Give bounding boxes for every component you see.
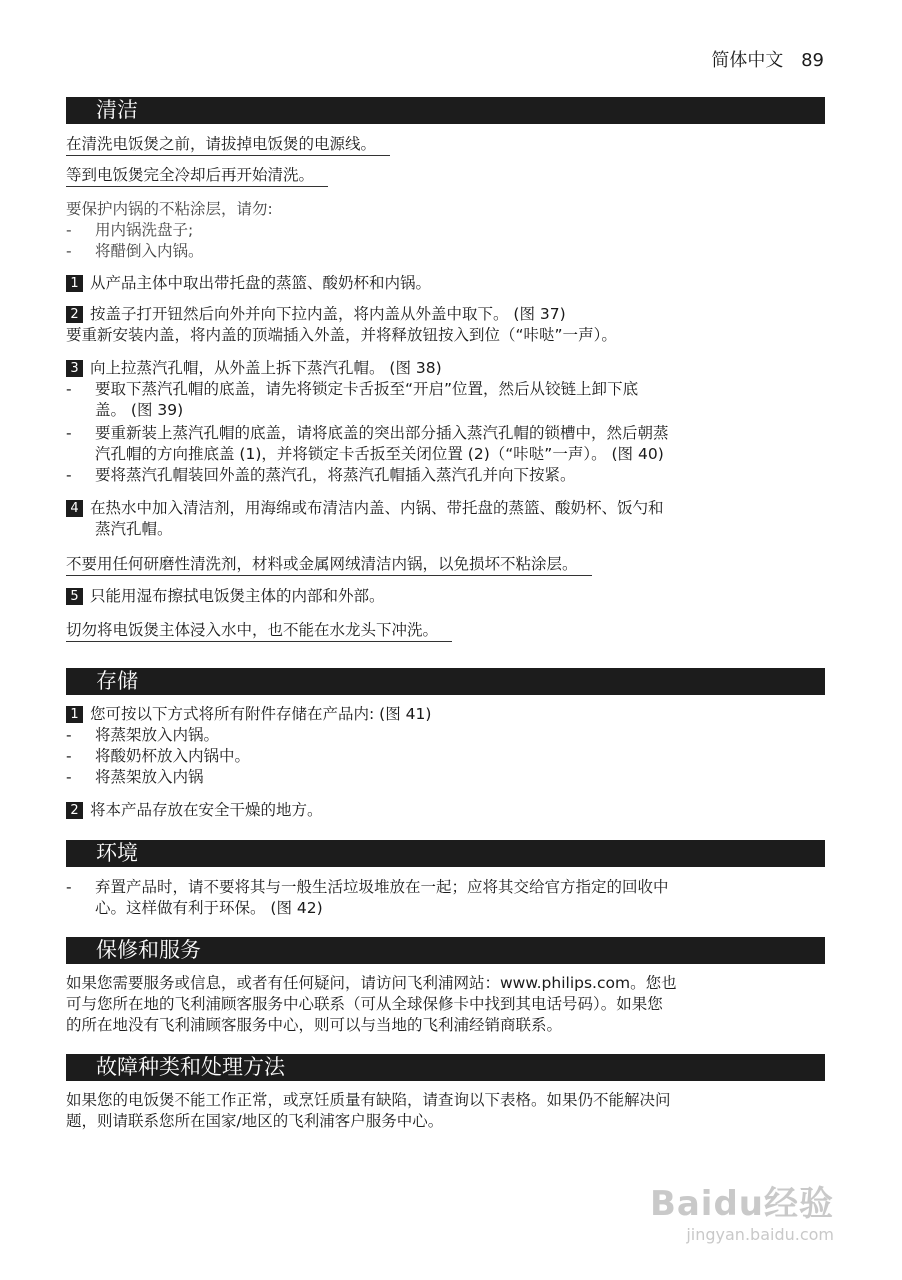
service-line: 可与您所在地的飞利浦顾客服务中心联系（可从全球保修卡中找到其电话号码）。如果您 — [66, 995, 663, 1013]
step-number: 1 — [66, 706, 83, 723]
step-text: 从产品主体中取出带托盘的蒸篮、酸奶杯和内锅。 — [90, 274, 432, 292]
step-number: 3 — [66, 360, 83, 377]
bullet-dash: - — [66, 466, 72, 484]
baidu-watermark — [650, 1176, 834, 1244]
section-title-clean: 清洁 — [66, 97, 825, 124]
watermark-logo: Baidu经验 — [649, 1184, 834, 1224]
clean-step-1 — [66, 273, 431, 294]
bullet-dash: - — [66, 726, 72, 744]
storage-item: 将蒸架放入内锅 — [95, 768, 204, 786]
warning-unplug: 在清洗电饭煲之前，请拔掉电饭煲的电源线。 — [66, 133, 390, 156]
note-item: 将醋倒入内锅。 — [95, 242, 204, 260]
sub-bullet-line: 要将蒸汽孔帽装回外盖的蒸汽孔，将蒸汽孔帽插入蒸汽孔并向下按紧。 — [95, 466, 576, 484]
troubleshooting-line: 如果您的电饭煲不能工作正常，或烹饪质量有缺陷，请查询以下表格。如果仍不能解决问 — [66, 1091, 671, 1109]
bullet-dash: - — [66, 878, 72, 896]
note-intro: 要保护内锅的不粘涂层，请勿: — [66, 200, 273, 218]
step-text: 只能用湿布擦拭电饭煲主体的内部和外部。 — [90, 587, 385, 605]
warning-abrasive: 不要用任何研磨性清洗剂，材料或金属网绒清洁内锅，以免损坏不粘涂层。 — [66, 553, 592, 576]
storage-step-2 — [66, 800, 323, 821]
page-number: 89 — [801, 50, 824, 71]
step-number: 5 — [66, 588, 83, 605]
environment-line: 弃置产品时，请不要将其与一般生活垃圾堆放在一起；应将其交给官方指定的回收中 — [95, 878, 669, 896]
section-title-environment: 环境 — [66, 840, 825, 867]
note-item: 用内锅洗盘子; — [95, 221, 194, 239]
step-text: 将本产品存放在安全干燥的地方。 — [90, 801, 323, 819]
service-line: 的所在地没有飞利浦顾客服务中心，则可以与当地的飞利浦经销商联系。 — [66, 1016, 563, 1034]
section-title-service: 保修和服务 — [66, 937, 825, 964]
warning-cool-down: 等到电饭煲完全冷却后再开始清洗。 — [66, 164, 328, 187]
clean-step-3 — [66, 358, 442, 379]
bullet-dash: - — [66, 747, 72, 765]
page-header — [711, 46, 824, 72]
language-label: 简体中文 — [711, 50, 784, 71]
step-text: 在热水中加入清洁剂，用海绵或布清洁内盖、内锅、带托盘的蒸篮、酸奶杯、饭勺和 — [90, 499, 664, 517]
environment-line: 心。这样做有利于环保。 (图 42) — [95, 899, 323, 917]
bullet-dash: - — [66, 380, 72, 398]
bullet-dash: - — [66, 221, 72, 239]
step-number: 4 — [66, 500, 83, 517]
step-number: 1 — [66, 275, 83, 292]
troubleshooting-line: 题，则请联系您所在国家/地区的飞利浦客户服务中心。 — [66, 1112, 444, 1130]
watermark-url: jingyan.baidu.com — [686, 1225, 834, 1244]
bullet-dash: - — [66, 242, 72, 260]
clean-step-4 — [66, 498, 664, 519]
sub-bullet-line: 汽孔帽的方向推底盖 (1)，并将锁定卡舌扳至关闭位置 (2)（“咔哒”一声）。 (图 40) — [95, 445, 664, 463]
sub-bullet-line: 要重新装上蒸汽孔帽的底盖，请将底盖的突出部分插入蒸汽孔帽的锁槽中，然后朝蒸 — [95, 424, 669, 442]
sub-bullet-line: 盖。 (图 39) — [95, 401, 184, 419]
step-note: 要重新安装内盖，将内盖的顶端插入外盖，并将释放钮按入到位（“咔哒”一声）。 — [66, 326, 617, 344]
step-text: 您可按以下方式将所有附件存储在产品内: (图 41) — [90, 705, 432, 723]
storage-item: 将酸奶杯放入内锅中。 — [95, 747, 251, 765]
step-continuation: 蒸汽孔帽。 — [95, 520, 173, 538]
step-number: 2 — [66, 802, 83, 819]
service-line: 如果您需要服务或信息，或者有任何疑问，请访问飞利浦网站：www.philips.com。您也 — [66, 974, 677, 992]
step-number: 2 — [66, 306, 83, 323]
storage-step-1 — [66, 704, 431, 725]
section-title-storage: 存储 — [66, 668, 825, 695]
section-title-troubleshooting: 故障种类和处理方法 — [66, 1054, 825, 1081]
clean-step-2 — [66, 304, 566, 325]
step-text: 向上拉蒸汽孔帽，从外盖上拆下蒸汽孔帽。 (图 38) — [90, 359, 442, 377]
step-text: 按盖子打开钮然后向外并向下拉内盖，将内盖从外盖中取下。 (图 37) — [90, 305, 566, 323]
sub-bullet-line: 要取下蒸汽孔帽的底盖，请先将锁定卡舌扳至“开启”位置，然后从铰链上卸下底 — [95, 380, 639, 398]
storage-item: 将蒸架放入内锅。 — [95, 726, 220, 744]
clean-step-5 — [66, 586, 385, 607]
bullet-dash: - — [66, 768, 72, 786]
bullet-dash: - — [66, 424, 72, 442]
warning-no-immersion: 切勿将电饭煲主体浸入水中，也不能在水龙头下冲洗。 — [66, 619, 452, 642]
